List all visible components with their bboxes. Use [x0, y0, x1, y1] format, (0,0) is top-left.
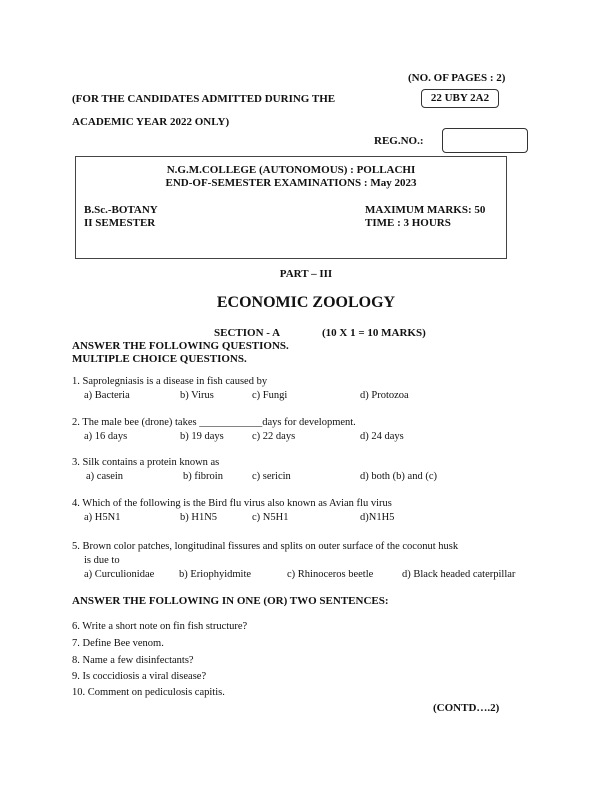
time: TIME : 3 HOURS — [365, 217, 451, 229]
reg-no-field[interactable] — [442, 128, 528, 153]
reg-no-label: REG.NO.: — [374, 135, 424, 147]
mcq-1-option-a: a) Bacteria — [84, 390, 130, 401]
short-question-8: 8. Name a few disinfectants? — [72, 655, 194, 666]
subject-title: ECONOMIC ZOOLOGY — [216, 294, 396, 311]
short-question-6: 6. Write a short note on fin fish structure? — [72, 621, 248, 632]
exam-info-box — [75, 156, 507, 259]
mcq-4-option-b: b) H1N5 — [180, 512, 218, 523]
mcq-4-option-a: a) H5N1 — [84, 512, 121, 523]
college-name: N.G.M.COLLEGE (AUTONOMOUS) : POLLACHI — [166, 164, 416, 176]
mcq-3-option-c: c) sericin — [252, 471, 291, 482]
course-code-box — [421, 89, 499, 108]
mcq-question-4: 4. Which of the following is the Bird flu virus also known as Avian flu virus — [72, 498, 392, 509]
short-question-10: 10. Comment on pediculosis capitis. — [72, 687, 225, 698]
instruction-1: ANSWER THE FOLLOWING QUESTIONS. — [72, 340, 289, 352]
mcq-1-option-c: c) Fungi — [252, 390, 288, 401]
course-code: 22 UBY 2A2 — [430, 92, 490, 104]
instruction-2: MULTIPLE CHOICE QUESTIONS. — [72, 353, 247, 365]
mcq-3-option-d: d) both (b) and (c) — [360, 471, 437, 482]
mcq-question-5: 5. Brown color patches, longitudinal fissures and splits on outer surface of the coconut husk — [72, 541, 459, 552]
mcq-5-option-b: b) Eriophyidmite — [179, 569, 252, 580]
exam-title: END-OF-SEMESTER EXAMINATIONS : May 2023 — [165, 177, 417, 189]
program: B.Sc.-BOTANY — [84, 204, 158, 216]
mcq-5-option-a: a) Curculionidae — [84, 569, 155, 580]
mcq-question-5-cont: is due to — [84, 555, 120, 566]
mcq-3-option-a: a) casein — [86, 471, 124, 482]
mcq-2-option-c: c) 22 days — [252, 431, 296, 442]
short-question-9: 9. Is coccidiosis a viral disease? — [72, 671, 207, 682]
no-of-pages: (NO. OF PAGES : 2) — [408, 72, 506, 84]
mcq-3-option-b: b) fibroin — [183, 471, 223, 482]
mcq-2-option-b: b) 19 days — [180, 431, 224, 442]
mcq-question-1: 1. Saprolegniasis is a disease in fish caused by — [72, 376, 268, 387]
section-a-title: SECTION - A — [214, 327, 281, 339]
mcq-4-option-d: d)N1H5 — [360, 512, 395, 523]
mcq-1-option-d: d) Protozoa — [360, 390, 409, 401]
short-answer-instruction: ANSWER THE FOLLOWING IN ONE (OR) TWO SENTENCES: — [72, 595, 389, 607]
mcq-5-option-d: d) Black headed caterpillar — [402, 569, 516, 580]
mcq-2-option-a: a) 16 days — [84, 431, 128, 442]
continued-note: (CONTD….2) — [433, 702, 500, 714]
candidates-line-2: ACADEMIC YEAR 2022 ONLY) — [72, 116, 230, 128]
mcq-4-option-c: c) N5H1 — [252, 512, 289, 523]
mcq-1-option-b: b) Virus — [180, 390, 214, 401]
mcq-question-3: 3. Silk contains a protein known as — [72, 457, 220, 468]
short-question-7: 7. Define Bee venom. — [72, 638, 164, 649]
mcq-5-option-c: c) Rhinoceros beetle — [287, 569, 374, 580]
semester: II SEMESTER — [84, 217, 156, 229]
mcq-question-2: 2. The male bee (drone) takes ____________days for development. — [72, 417, 356, 428]
section-a-marks: (10 X 1 = 10 MARKS) — [322, 327, 426, 339]
maximum-marks: MAXIMUM MARKS: 50 — [365, 204, 486, 216]
mcq-2-option-d: d) 24 days — [360, 431, 404, 442]
part-heading: PART – III — [279, 268, 333, 280]
candidates-line-1: (FOR THE CANDIDATES ADMITTED DURING THE — [72, 93, 336, 105]
